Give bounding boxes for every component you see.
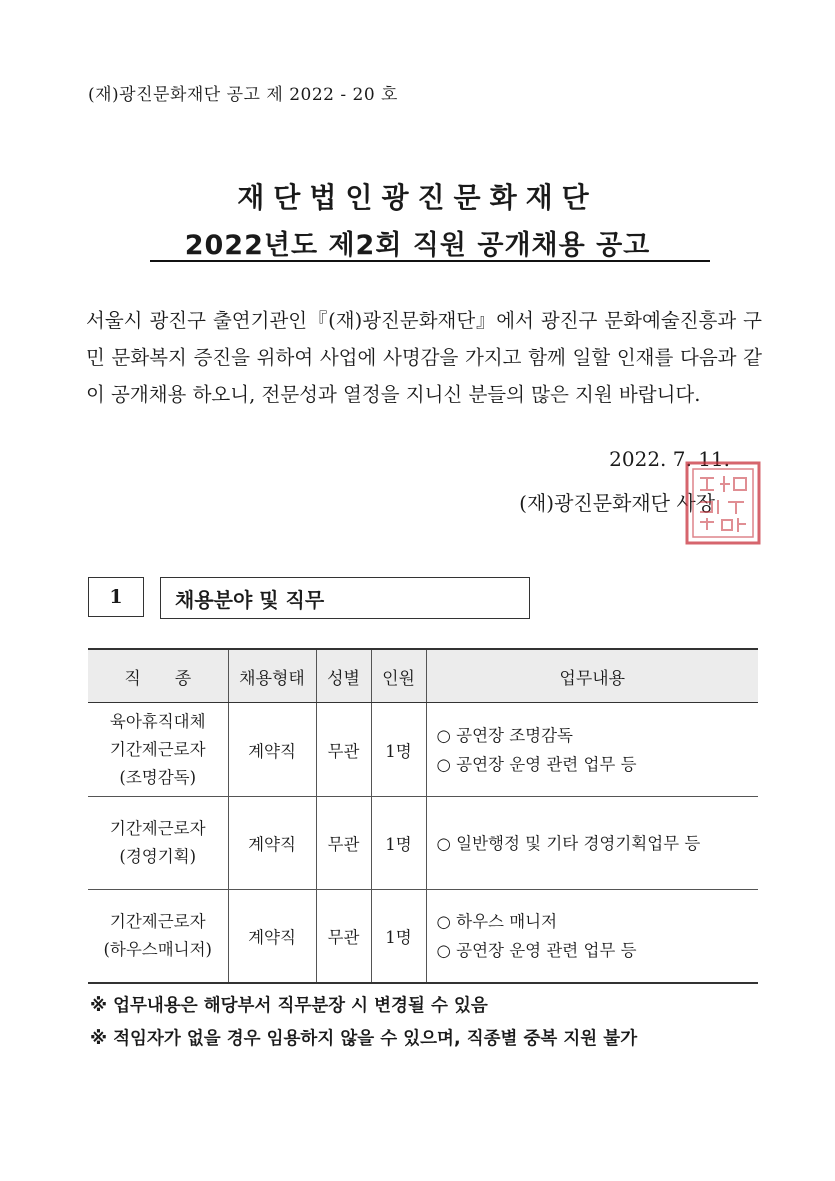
duty-item: ○ 공연장 조명감독 [437, 721, 759, 750]
position-line: 육아휴직대체 [109, 711, 206, 731]
duty-item: ○ 공연장 운영 관련 업무 등 [437, 750, 759, 779]
table-row [88, 703, 758, 797]
recruitment-table [88, 648, 758, 984]
duty-item: ○ 일반행정 및 기타 경영기획업무 등 [437, 829, 759, 858]
page-subtitle: 2022년도 제2회 직원 공개채용 공고 [184, 230, 651, 261]
notes-list [90, 990, 770, 1056]
duties-cell [426, 797, 758, 890]
note-item: ※ 적임자가 없을 경우 임용하지 않을 수 있으며, 직종별 중복 지원 불가 [90, 1023, 770, 1056]
header-gender: 성별 [316, 649, 371, 703]
employment-type-cell: 계약직 [228, 703, 316, 797]
table-header-row [88, 649, 758, 703]
duty-item: ○ 공연장 운영 관련 업무 등 [437, 936, 759, 965]
table-row [88, 797, 758, 890]
duty-item: ○ 하우스 매니저 [437, 907, 759, 936]
table-row [88, 890, 758, 983]
position-line: (조명감독) [119, 767, 197, 787]
duties-cell [426, 890, 758, 983]
section-title: 채용분야 및 직무 [160, 577, 530, 619]
duties-cell [426, 703, 758, 797]
intro-paragraph: 서울시 광진구 출연기관인『(재)광진문화재단』에서 광진구 문화예술진흥과 구민 문화복지 증진을 위하여 사업에 사명감을 가지고 함께 일할 인재를 다음과 같이 공개채용 하오니, 전문성과 열정을 지니신 분들의 많은 지원 바랍니다. [86, 309, 762, 406]
employment-type-cell: 계약직 [228, 890, 316, 983]
title-underline [150, 260, 710, 262]
gender-cell: 무관 [316, 797, 371, 890]
position-line: 기간제근로자 [109, 739, 206, 759]
page-title: 재단법인광진문화재단 [237, 181, 598, 214]
employment-type-cell: 계약직 [228, 797, 316, 890]
position-line: (경영기획) [119, 847, 197, 866]
section-number: 1 [88, 577, 144, 617]
note-item: ※ 업무내용은 해당부서 직무분장 시 변경될 수 있음 [90, 990, 770, 1023]
headcount-cell: 1명 [371, 797, 426, 890]
headcount-cell: 1명 [371, 703, 426, 797]
header-headcount: 인원 [371, 649, 426, 703]
position-cell [88, 797, 228, 890]
position-line: 기간제근로자 [109, 819, 206, 838]
position-cell [88, 890, 228, 983]
header-duties: 업무내용 [426, 649, 758, 703]
headcount-cell: 1명 [371, 890, 426, 983]
notice-number: (재)광진문화재단 공고 제 2022 - 20 호 [88, 85, 398, 105]
gender-cell: 무관 [316, 703, 371, 797]
position-line: 기간제근로자 [109, 911, 206, 931]
position-cell [88, 703, 228, 797]
header-employment-type: 채용형태 [228, 649, 316, 703]
signer-name: (재)광진문화재단 사장 [519, 491, 715, 515]
position-line: (하우스매니저) [103, 939, 212, 959]
header-position: 직 종 [88, 649, 228, 703]
official-seal-icon [684, 460, 762, 546]
notice-date: 2022. 7. 11. [609, 447, 730, 471]
gender-cell: 무관 [316, 890, 371, 983]
